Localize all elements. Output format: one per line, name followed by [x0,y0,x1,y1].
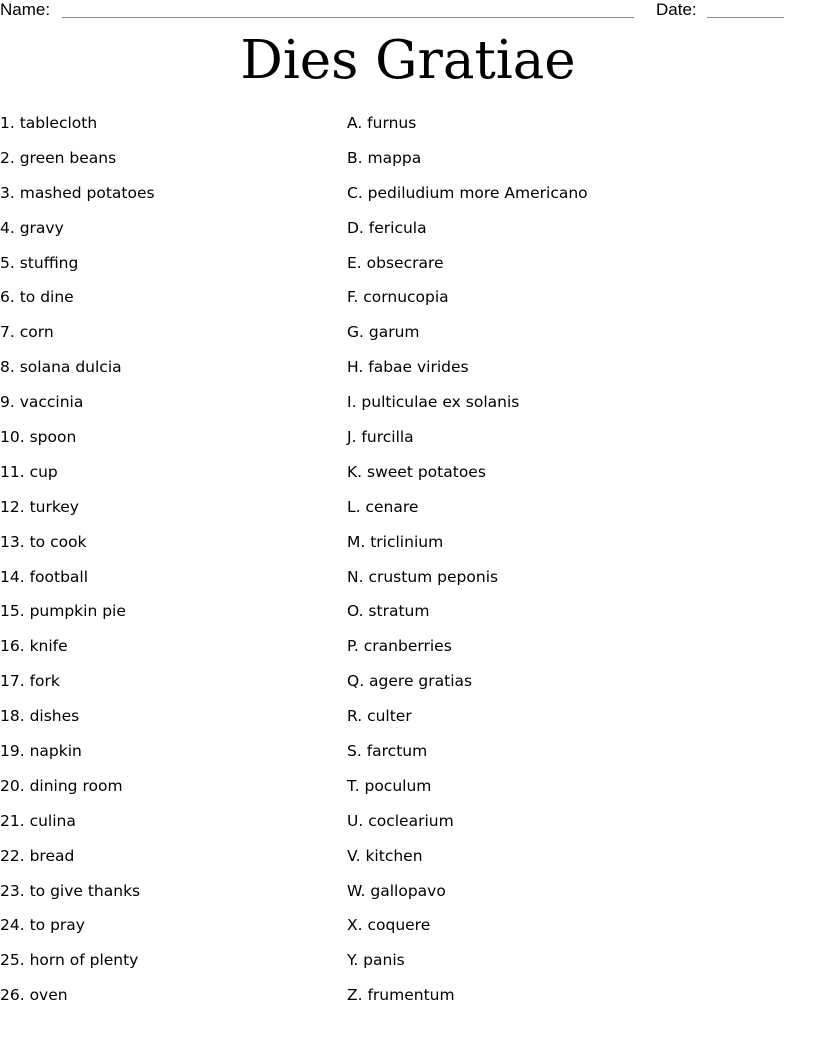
term-item: 14. football [0,567,89,586]
answer-item: T. poculum [347,776,432,795]
answer-item: L. cenare [347,497,419,516]
answer-item: F. cornucopia [347,288,449,307]
answer-item: K. sweet potatoes [347,462,486,481]
term-item: 13. to cook [0,532,87,551]
term-item: 10. spoon [0,428,77,447]
answer-item: Y. panis [347,951,405,970]
term-item: 15. pumpkin pie [0,602,126,621]
answers-column [347,112,807,1019]
term-item: 8. solana dulcia [0,358,122,377]
term-item: 9. vaccinia [0,393,84,412]
term-item: 17. fork [0,672,60,691]
page-title: Dies Gratiae [240,30,576,91]
answer-item: H. fabae virides [347,358,469,377]
term-item: 21. culina [0,811,76,830]
answer-item: O. stratum [347,602,430,621]
answer-item: M. triclinium [347,532,444,551]
term-item: 2. green beans [0,148,117,167]
answer-item: S. farctum [347,742,428,761]
term-item: 25. horn of plenty [0,951,139,970]
answer-item: D. fericula [347,218,427,237]
name-label: Name: [0,0,51,19]
answer-item: A. furnus [347,114,417,132]
term-item: 23. to give thanks [0,881,141,900]
answer-item: J. furcilla [347,428,414,447]
answer-item: E. obsecrare [347,253,444,272]
term-item: 18. dishes [0,707,80,726]
term-item: 26. oven [0,986,68,1005]
term-item: 16. knife [0,637,68,656]
answer-item: P. cranberries [347,637,452,656]
worksheet-header [0,0,816,24]
terms-column [0,112,330,1019]
answer-item: G. garum [347,323,420,342]
answer-item: I. pulticulae ex solanis [347,393,520,412]
term-item: 1. tablecloth [0,114,98,132]
term-item: 6. to dine [0,288,74,307]
term-item: 5. stuffing [0,253,79,272]
term-item: 22. bread [0,846,75,865]
name-blank-line [62,17,634,18]
term-item: 3. mashed potatoes [0,183,155,202]
term-item: 24. to pray [0,916,85,935]
term-item: 4. gravy [0,218,64,237]
answer-item: V. kitchen [347,846,423,865]
answer-item: C. pediludium more Americano [347,183,588,202]
answer-item: U. coclearium [347,811,454,830]
answer-item: R. culter [347,707,412,726]
term-item: 19. napkin [0,742,82,761]
term-item: 20. dining room [0,776,123,795]
answer-item: N. crustum peponis [347,567,499,586]
term-item: 12. turkey [0,497,79,516]
answer-item: X. coquere [347,916,431,935]
date-blank-line [707,17,784,18]
answer-item: Q. agere gratias [347,672,473,691]
date-label: Date: [656,0,697,19]
answer-item: B. mappa [347,148,422,167]
term-item: 7. corn [0,323,54,342]
term-item: 11. cup [0,462,58,481]
answer-item: W. gallopavo [347,881,446,900]
answer-item: Z. frumentum [347,986,455,1005]
